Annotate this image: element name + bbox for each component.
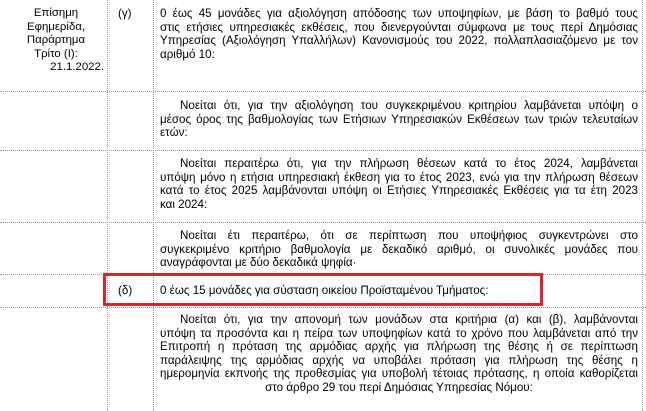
source-line: Παράρτημα xyxy=(26,34,86,47)
row-divider xyxy=(0,222,646,223)
red-highlight-box xyxy=(103,273,543,306)
paragraph-proviso-2 xyxy=(160,157,638,211)
paragraph-line: 0 έως 15 μονάδες για σύσταση οικείου Προϊσταμένου Τμήματος: xyxy=(160,284,489,297)
paragraph-line: Νοείται περαιτέρω ότι, για την πλήρωση θέσεων κατά το έτος 2024, λαμβάνεται xyxy=(180,157,638,170)
source-line: Επίσημη xyxy=(33,7,79,19)
paragraph-line: στο άρθρο 29 του περί Δημόσιας Υπηρεσίας Νόμου: xyxy=(265,380,533,394)
source-citation xyxy=(6,7,106,75)
source-line: Εφημερίδα, xyxy=(26,20,86,33)
column-divider xyxy=(153,0,154,411)
paragraph-line: 0 έως 45 μονάδες για αξιολόγηση απόδοσης των υποψηφίων, με βάση το βαθμό τους xyxy=(160,7,638,20)
paragraph-line: κατά το έτος 2025 λαμβάνονται υπόψη οι Ετήσιες Υπηρεσιακές Εκθέσεις για τα έτη 2023 xyxy=(160,184,638,198)
paragraph-line: υπόψη μόνο η ετήσια υπηρεσιακή έκθεση για το έτος 2023, ενώ για την πλήρωση θέσεων xyxy=(160,170,638,184)
column-divider xyxy=(642,0,643,411)
paragraph-line: αναγράφονται με δύο δεκαδικά ψηφία· xyxy=(160,256,357,270)
paragraph-line: στις ετήσιες υπηρεσιακές εκθέσεις, που διενεργούνται σύμφωνα με τους περί Δημόσιας xyxy=(160,20,638,34)
paragraph-criterion-c xyxy=(160,7,638,61)
item-marker: (γ) xyxy=(118,7,132,20)
paragraph-line: Νοείται έτι περαιτέρω, ότι σε περίπτωση που υποψήφιος συγκεντρώνει στο xyxy=(180,229,638,242)
paragraph-proviso-4 xyxy=(160,313,638,395)
paragraph-line: ημερομηνία εκπνοής της προθεσμίας για υποβολή τέτοιας πρότασης, η οποία καθορίζεται xyxy=(160,367,638,381)
paragraph-line: υπόψη τα προσόντα και η πείρα των υποψηφίων κατά το χρόνο που λαμβάνεται από την xyxy=(160,326,638,340)
paragraph-line: Επιτροπή η πρόταση της αρμόδιας αρχής για πλήρωση της θέσης ή σε περίπτωση xyxy=(160,340,638,354)
paragraph-line: ετών: xyxy=(160,126,188,140)
column-divider xyxy=(107,0,108,411)
paragraph-line: Υπηρεσίας (Αξιολόγηση Υπαλλήλων) Κανονισμούς του 2022, πολλαπλασιαζόμενο με τον xyxy=(160,34,638,48)
source-date: 21.1.2022. xyxy=(50,61,104,74)
paragraph-line: και 2024: xyxy=(160,197,208,211)
paragraph-line: Νοείται ότι, για την απονομή των μονάδων στα κριτήρια (α) και (β), λαμβάνονται xyxy=(180,313,638,326)
row-divider xyxy=(0,150,646,151)
item-marker: (δ) xyxy=(118,284,133,297)
paragraph-line: αριθμό 10: xyxy=(160,47,215,61)
source-line: Τρίτο (Ι): xyxy=(34,47,78,60)
row-divider xyxy=(0,91,646,92)
paragraph-line: Νοείται ότι, για την αξιολόγηση του συγκεκριμένου κριτηρίου λαμβάνεται υπόψη ο xyxy=(180,99,638,112)
paragraph-proviso-1 xyxy=(160,99,638,140)
row-divider xyxy=(0,307,646,308)
paragraph-line: παράλειψης της αρμόδιας αρχής να υποβάλει πρόταση για πλήρωση της θέσης η xyxy=(160,353,638,367)
paragraph-line: μέσος όρος της βαθμολογίας των Ετήσιων Υπηρεσιακών Εκθέσεων των τριών τελευταίων xyxy=(160,112,638,126)
paragraph-proviso-3 xyxy=(160,229,638,270)
paragraph-line: συγκεκριμένο κριτήριο βαθμολογία με δεκαδικό αριθμό, οι συνολικές μονάδες που xyxy=(160,242,638,256)
